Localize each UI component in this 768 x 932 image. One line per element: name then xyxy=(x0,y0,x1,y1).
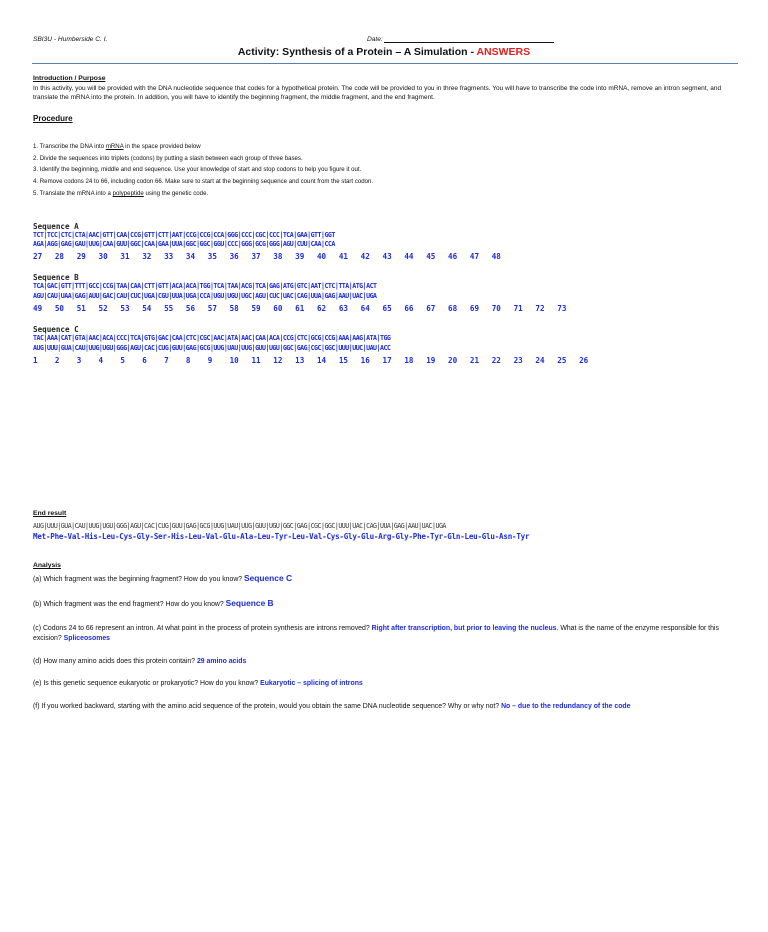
codon-number: 73 xyxy=(557,304,567,313)
codon-number: 65 xyxy=(382,304,392,313)
sequence-c-title: Sequence C xyxy=(33,325,79,334)
codon-number: 6 xyxy=(142,356,147,365)
codon-number: 53 xyxy=(120,304,130,313)
codon-number: 15 xyxy=(338,356,348,365)
codon-number: 20 xyxy=(448,356,458,365)
codon-number: 57 xyxy=(207,304,217,313)
codon-number: 35 xyxy=(207,252,217,261)
codon-number: 18 xyxy=(404,356,414,365)
codon-number: 71 xyxy=(513,304,523,313)
codon-number: 33 xyxy=(164,252,174,261)
codon-number: 24 xyxy=(535,356,545,365)
codon-number: 49 xyxy=(33,304,43,313)
codon-number: 26 xyxy=(579,356,589,365)
sequence-b-numbers xyxy=(33,304,579,313)
answer-e: Eukaryotic – splicing of introns xyxy=(260,680,363,687)
codon-number: 4 xyxy=(98,356,104,365)
step-2: 2. Divide the sequences into triplets (codons) by putting a slash between each group of three bases. xyxy=(33,154,303,162)
codon-number: 59 xyxy=(251,304,261,313)
date-label: Date: xyxy=(367,36,383,43)
end-result-heading: End result xyxy=(33,510,67,517)
date-blank-line xyxy=(384,36,554,43)
codon-number: 5 xyxy=(120,356,125,365)
codon-number: 28 xyxy=(54,252,64,261)
title-divider xyxy=(32,63,738,64)
sequence-a-mrna: AGA|AGG|GAG|GAU|UUG|CAA|GUU|GGC|CAA|GAA|UUA|GGC|GGC|GGU|CCC|GGG|GCG|GGG|AGU|CUU|CAA|CCA xyxy=(33,240,335,248)
sequence-b-dna: TCA|GAC|GTT|TTT|GCC|CCG|TAA|CAA|CTT|GTT|ACA|ACA|TGG|TCA|TAA|ACG|TCA|GAG|ATG|GTC|AAT|CTC|TTA|ATG|ACT xyxy=(33,282,377,290)
intro-heading: Introduction / Purpose xyxy=(33,75,106,82)
sequence-a-numbers xyxy=(33,252,514,261)
codon-number: 47 xyxy=(469,252,480,261)
step-1-text-end: in the space provided below xyxy=(123,143,201,150)
title-answers: ANSWERS xyxy=(476,46,531,58)
codon-number: 21 xyxy=(469,356,480,365)
codon-number: 22 xyxy=(491,356,501,365)
codon-number: 25 xyxy=(557,356,567,365)
codon-number: 16 xyxy=(360,356,370,365)
sequence-c-mrna: AUG|UUU|GUA|CAU|UUG|UGU|GGG|AGU|CAC|CUG|GUU|GAG|GCG|UUG|UAU|UUG|GUU|UGU|GGC|GAG|CGC|GGC|UUU|UUC|UAU|ACC xyxy=(33,344,391,352)
codon-number: 50 xyxy=(54,304,64,313)
answer-f: No – due to the redundancy of the code xyxy=(501,703,631,710)
codon-number: 54 xyxy=(142,304,152,313)
question-b-text: (b) Which fragment was the end fragment? How do you know? xyxy=(33,601,226,608)
codon-number: 31 xyxy=(120,252,130,261)
codon-number: 58 xyxy=(229,304,239,313)
codon-number: 61 xyxy=(295,304,305,313)
codon-number: 64 xyxy=(360,304,370,313)
codon-number: 63 xyxy=(338,304,348,313)
sequence-a-title: Sequence A xyxy=(33,222,79,231)
codon-number: 9 xyxy=(207,356,213,365)
codon-number: 39 xyxy=(295,252,305,261)
codon-number: 29 xyxy=(76,252,86,261)
end-result-mrna: AUG|UUU|GUA|CAU|UUG|UGU|GGG|AGU|CAC|CUG|GUU|GAG|GCG|UUG|UAU|UUG|GUU|UGU|GGC|GAG|CGC|GGC|UUU|UAC|CAG|UUA|GAG|AAU|UAC|UGA xyxy=(33,522,446,530)
codon-number: 32 xyxy=(142,252,152,261)
codon-number: 51 xyxy=(76,304,86,313)
codon-number: 23 xyxy=(513,356,523,365)
codon-number: 52 xyxy=(98,304,108,313)
codon-number: 3 xyxy=(76,356,82,365)
codon-number: 17 xyxy=(382,356,392,365)
answer-b: Sequence B xyxy=(225,598,274,608)
date-field xyxy=(367,36,554,43)
codon-number: 30 xyxy=(98,252,108,261)
question-e-text: (e) Is this genetic sequence eukaryotic or prokaryotic? How do you know? xyxy=(33,680,261,687)
step-5-text-end: using the genetic code. xyxy=(143,189,209,197)
step-1-text: 1. Transcribe the DNA into xyxy=(33,143,106,150)
procedure-steps xyxy=(33,141,373,200)
sequence-a-dna: TCT|TCC|CTC|CTA|AAC|GTT|CAA|CCG|GTT|CTT|AAT|CCG|CCG|CCA|GGG|CCC|CGC|CCC|TCA|GAA|GTT|GGT xyxy=(33,231,335,239)
question-d xyxy=(33,657,739,667)
codon-number: 19 xyxy=(426,356,436,365)
codon-number: 69 xyxy=(469,304,480,313)
page-title xyxy=(0,46,768,58)
codon-number: 56 xyxy=(185,304,196,313)
codon-number: 36 xyxy=(229,252,239,261)
codon-number: 8 xyxy=(185,356,191,365)
sequence-b-title: Sequence B xyxy=(33,273,79,282)
codon-number: 70 xyxy=(491,304,501,313)
codon-number: 42 xyxy=(360,252,370,261)
codon-number: 14 xyxy=(316,356,327,365)
question-a xyxy=(33,573,739,585)
question-c-text: (c) Codons 24 to 66 represent an intron. At what point in the process of protein synthesis are introns removed? xyxy=(33,625,372,632)
step-4: 4. Remove codons 24 to 66, including codon 66. Make sure to start at the beginning sequence and count from the start codon. xyxy=(33,178,374,186)
question-c-text-2: . What is the name of the enzyme responsible for this excision? xyxy=(33,625,719,642)
codon-number: 13 xyxy=(295,356,305,365)
step-1 xyxy=(33,141,373,153)
codon-number: 12 xyxy=(273,356,283,365)
codon-number: 66 xyxy=(404,304,414,313)
codon-number: 38 xyxy=(273,252,283,261)
codon-number: 27 xyxy=(33,252,43,261)
codon-number: 43 xyxy=(382,252,392,261)
codon-number: 11 xyxy=(251,356,261,365)
answer-c-enzyme: Spliceosomes xyxy=(63,635,110,642)
codon-number: 68 xyxy=(448,304,458,313)
codon-number: 37 xyxy=(251,252,261,261)
codon-number: 67 xyxy=(426,304,436,313)
codon-number: 40 xyxy=(316,252,327,261)
sequence-b-mrna: AGU|CAU|UAA|GAG|AUU|GAC|CAU|CUC|UGA|CGU|UUA|UGA|CCA|UGU|UGU|UGC|AGU|CUC|UAC|CAG|UUA|GAG|AAU|UAC|UGA xyxy=(33,292,377,300)
codon-number: 62 xyxy=(316,304,327,313)
question-c xyxy=(33,624,739,644)
title-text: Activity: Synthesis of a Protein – A Simulation - xyxy=(237,46,477,58)
codon-number: 60 xyxy=(273,304,283,313)
question-f xyxy=(33,702,746,712)
answer-c-timing: Right after transcription, but prior to leaving the nucleus xyxy=(371,625,557,632)
intro-text: In this activity, you will be provided with the DNA nucleotide sequence that codes for a hypothetical protein. The code will be provided to you in three fragments. You will have to transcribe the code into mRNA, remove an intron segment, and translate the mRNA into the protein. In addition, you will have to identify the beginning fragment, the middle fragment, and the end fragment. xyxy=(33,85,722,101)
step-3: 3. Identify the beginning, middle and end sequence. Use your knowledge of start and stop codons to help you figure it out. xyxy=(33,166,362,174)
procedure-heading: Procedure xyxy=(33,114,73,123)
codon-number: 72 xyxy=(535,304,545,313)
codon-number: 2 xyxy=(54,356,60,365)
codon-number: 34 xyxy=(185,252,196,261)
end-result-protein: Met-Phe-Val-His-Leu-Cys-Gly-Ser-His-Leu-Val-Glu-Ala-Leu-Tyr-Leu-Val-Cys-Gly-Glu-Arg-Gly-Phe-Tyr-Gln-Leu-Glu-Asn-Tyr xyxy=(33,532,530,541)
step-5-text: 5. Translate the mRNA into a xyxy=(33,189,113,197)
codon-number: 10 xyxy=(229,356,239,365)
answer-d: 29 amino acids xyxy=(196,658,247,665)
answer-a: Sequence C xyxy=(244,573,292,583)
question-a-text: (a) Which fragment was the beginning fragment? How do you know? xyxy=(33,576,245,583)
step-5-underlined: polypeptide xyxy=(112,189,144,197)
codon-number: 1 xyxy=(33,356,38,365)
question-e xyxy=(33,679,739,689)
question-d-text: (d) How many amino acids does this protein contain? xyxy=(33,658,197,665)
codon-number: 41 xyxy=(338,252,348,261)
sequence-c-dna: TAC|AAA|CAT|GTA|AAC|ACA|CCC|TCA|GTG|GAC|CAA|CTC|CGC|AAC|ATA|AAC|CAA|ACA|CCG|CTC|GCG|CCG|AAA|AAG|ATA|TGG xyxy=(33,334,391,342)
codon-number: 7 xyxy=(164,356,169,365)
codon-number: 45 xyxy=(426,252,436,261)
analysis-heading: Analysis xyxy=(33,562,61,569)
codon-number: 44 xyxy=(404,252,414,261)
codon-number: 48 xyxy=(491,252,501,261)
codon-number: 55 xyxy=(164,304,174,313)
question-f-text: (f) If you worked backward, starting with the amino acid sequence of the protein, would you obtain the same DNA nucleotide sequence? Why or why not? xyxy=(33,703,502,710)
codon-number: 46 xyxy=(448,252,458,261)
step-5 xyxy=(33,188,373,200)
course-label: SBI3U - Humberside C. I. xyxy=(33,36,108,43)
question-b xyxy=(33,598,739,610)
sequence-c-numbers xyxy=(33,356,601,365)
step-1-underlined: mRNA xyxy=(105,143,124,150)
